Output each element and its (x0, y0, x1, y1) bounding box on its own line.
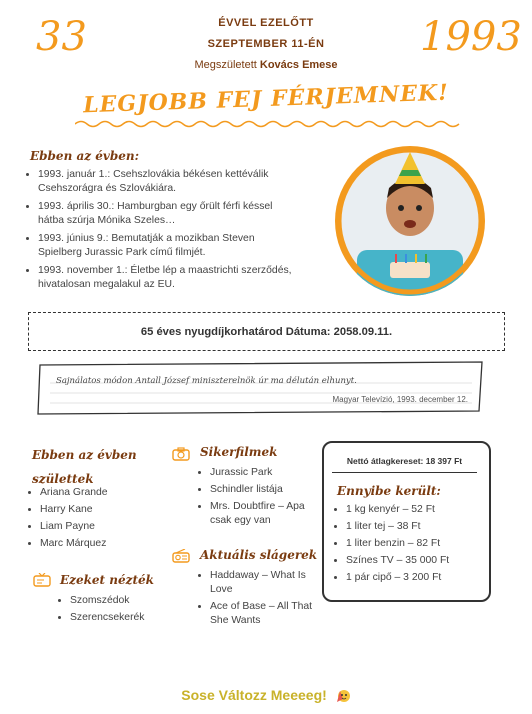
price-item: • 1 liter tej – 38 Ft (346, 520, 494, 534)
footer-text: Sose Változz Meeeeg! (181, 687, 327, 703)
radio-icon (172, 549, 190, 563)
pension-label: 65 éves nyugdíjkorhatárod Dátuma: (140, 325, 331, 338)
watched-item: • Szerencsekerék (70, 611, 190, 625)
news-source: Magyar Televízió, 1993. december 12. (332, 395, 468, 404)
pension-date: 2058.09.11. (333, 325, 393, 338)
tv-icon (33, 573, 51, 587)
price-item: • 1 pár cipő – 3 200 Ft (346, 571, 494, 585)
prices-title: Ennyibe került: (337, 484, 441, 498)
born-title-line-2: születtek (32, 472, 94, 486)
camera-icon (172, 447, 190, 461)
price-item: • 1 liter benzin – 82 Ft (346, 537, 494, 551)
header-line-1: ÉVVEL EZELŐTT (218, 17, 314, 29)
wavy-divider (75, 119, 461, 129)
films-title: Sikerfilmek (200, 445, 278, 459)
header-line-2: SZEPTEMBER 11-ÉN (207, 38, 325, 50)
events-title: Ebben az évben: (30, 149, 140, 163)
years-ago-number: 33 (36, 14, 87, 60)
pension-box (28, 312, 505, 351)
born-item: • Marc Márquez (40, 537, 160, 551)
watched-list (58, 594, 190, 628)
prices-divider (332, 472, 477, 473)
event-item: • 1993. június 9.: Bemutatják a mozikban Steven Spielberg Jurassic Park című filmjét. (38, 232, 300, 260)
born-item: • Harry Kane (40, 503, 160, 517)
born-item: • Ariana Grande (40, 486, 160, 500)
price-item: • 1 kg kenyér – 52 Ft (346, 503, 494, 517)
film-item: • Schindler listája (210, 483, 325, 497)
films-list (198, 466, 325, 531)
film-item: • Jurassic Park (210, 466, 325, 480)
event-item: • 1993. november 1.: Életbe lép a maastrichti szerződés, hivatalosan megalakul az EU. (38, 264, 300, 292)
portrait-photo (335, 146, 485, 296)
events-list (26, 168, 300, 296)
born-prefix: Megszületett (194, 59, 257, 71)
born-line (0, 59, 532, 71)
watched-item: • Szomszédok (70, 594, 190, 608)
price-item: • Színes TV – 35 000 Ft (346, 554, 494, 568)
born-title-line-1: Ebben az évben (32, 448, 137, 462)
hit-item: • Haddaway – What Is Love (210, 569, 322, 597)
born-title (32, 443, 137, 491)
party-emoji-icon (335, 687, 351, 703)
hits-list (198, 569, 322, 631)
footer (0, 687, 532, 703)
watched-title: Ezeket nézték (60, 573, 154, 587)
born-item: • Liam Payne (40, 520, 160, 534)
birth-year: 1993 (420, 14, 522, 60)
slogan: LEGJOBB FEJ FÉRJEMNEK! (82, 79, 450, 119)
news-text: Sajnálatos módon Antall József miniszterelnök úr ma délután elhunyt. (56, 376, 357, 386)
hit-item: • Ace of Base – All That She Wants (210, 600, 322, 628)
prices-list (334, 503, 494, 588)
salary-label: Nettó átlagkereset: 18 397 Ft (346, 456, 463, 466)
born-name: Kovács Emese (259, 59, 338, 71)
hits-title: Aktuális slágerek (200, 548, 318, 562)
born-list (28, 486, 160, 554)
film-item: • Mrs. Doubtfire – Apa csak egy van (210, 500, 325, 528)
event-item: • 1993. január 1.: Csehszlovákia békésen kettéválik Csehszorágra és Szlovákiára. (38, 168, 300, 196)
news-note-frame (36, 361, 484, 415)
event-item: • 1993. április 30.: Hamburgban egy őrült férfi késsel hátba szúrja Mónika Szeles… (38, 200, 300, 228)
